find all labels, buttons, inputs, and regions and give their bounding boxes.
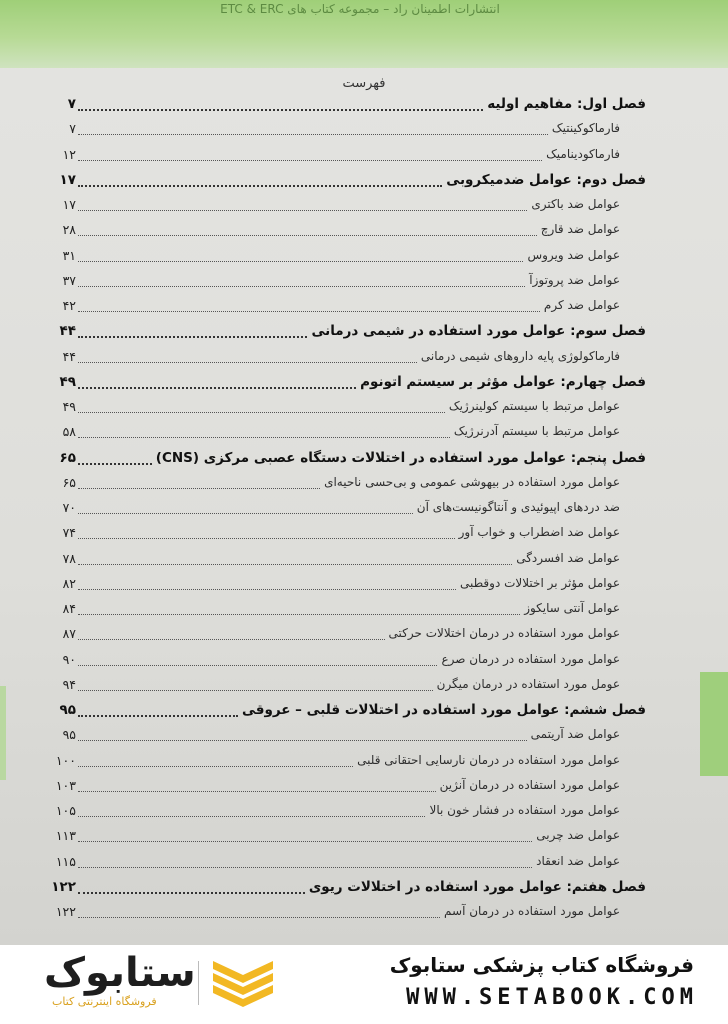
chapter-title: فصل چهارم: عوامل مؤثر بر سیستم اتونوم — [360, 373, 646, 390]
dot-leader — [78, 286, 525, 287]
toc-section-row — [0, 727, 728, 749]
section-title: عوامل مورد استفاده در درمان صرع — [441, 651, 620, 666]
page-number: ۴۹ — [59, 373, 76, 390]
store-url[interactable]: WWW.SETABOOK.COM — [406, 985, 698, 1010]
logo-wordmark: ستابوک — [44, 950, 196, 996]
page-number: ۷۸ — [62, 550, 76, 566]
section-title: عوامل آنتی سایکوز — [524, 601, 620, 615]
toc-section-row — [0, 248, 728, 270]
section-title: عوامل ضد قارچ — [540, 222, 620, 237]
page-number: ۹۵ — [62, 727, 76, 743]
chapter-title: فصل هفتم: عوامل مورد استفاده در اختلالات ریوی — [308, 878, 646, 895]
toc-chapter-row — [0, 879, 728, 901]
dot-leader — [78, 589, 456, 590]
toc-section-row — [0, 828, 728, 850]
page-number: ۱۲۲ — [51, 878, 76, 895]
page-number: ۳۱ — [62, 247, 76, 263]
toc-section-row — [0, 677, 728, 699]
page-number: ۴۴ — [62, 348, 76, 364]
section-title: فارماکولوژی پایه داروهای شیمی درمانی — [420, 348, 620, 363]
dot-leader — [78, 488, 320, 489]
section-title: فارماکوکینتیک — [551, 121, 620, 136]
chapter-title: فصل ششم: عوامل مورد استفاده در اختلالات قلبی – عروقی — [241, 702, 646, 718]
dot-leader — [78, 235, 537, 236]
toc-section-row — [0, 475, 728, 497]
dot-leader — [78, 538, 455, 539]
page-number: ۴۹ — [62, 399, 76, 414]
page-number: ۱۰۵ — [55, 803, 76, 818]
page-number: ۸۴ — [62, 601, 76, 616]
page-number: ۱۱۵ — [55, 853, 76, 869]
store-name: فروشگاه کتاب پزشکی ستابوک — [389, 953, 694, 977]
page-number: ۷ — [69, 121, 76, 137]
dot-leader — [78, 740, 527, 741]
dot-leader — [78, 766, 353, 767]
toc-section-row — [0, 273, 728, 295]
page-number: ۱۲۲ — [55, 904, 76, 919]
dot-leader — [78, 841, 532, 842]
dot-leader — [78, 690, 433, 691]
dot-leader — [78, 665, 437, 666]
page-number: ۴۴ — [59, 323, 76, 340]
dot-leader — [78, 917, 440, 918]
page-number: ۸۲ — [62, 575, 76, 591]
logo-tagline: فروشگاه اینترنتی کتاب — [52, 995, 157, 1008]
page-number: ۹۴ — [62, 676, 76, 692]
dot-leader — [78, 160, 542, 161]
toc-section-row — [0, 601, 728, 623]
section-title: عوامل مرتبط با سیستم کولینرژیک — [448, 399, 620, 413]
section-title: عوامل ضد افسردگی — [516, 550, 620, 565]
page-number: ۱۱۳ — [55, 828, 76, 844]
dot-leader — [78, 311, 540, 312]
dot-leader — [78, 867, 532, 868]
section-title: عوامل مورد استفاده در بیهوشی عمومی و بی‌حسی ناحیه‌ای — [324, 474, 620, 489]
page-number: ۷۴ — [62, 525, 76, 541]
dot-leader — [78, 639, 385, 640]
dot-leader — [78, 109, 483, 111]
toc-section-row — [0, 576, 728, 598]
chapter-title: فصل اول: مفاهیم اولیه — [487, 96, 646, 112]
page-number: ۶۵ — [62, 474, 76, 490]
section-title: عوامل مورد استفاده در درمان اختلالات حرکتی — [388, 626, 620, 641]
page-number: ۱۷ — [62, 197, 76, 212]
page-number: ۱۰۰ — [55, 752, 76, 768]
dot-leader — [78, 336, 307, 338]
toc-section-row — [0, 753, 728, 775]
section-title: عوامل ضد پروتوزآ — [529, 272, 620, 287]
page-number: ۷ — [67, 96, 76, 112]
section-title: فارماکودینامیک — [546, 146, 620, 161]
toc-section-row — [0, 197, 728, 219]
page-number: ۱۷ — [59, 171, 76, 188]
toc-section-row — [0, 854, 728, 876]
toc-section-row — [0, 424, 728, 446]
section-title: عوامل مرتبط با سیستم آدرنرژیک — [453, 424, 620, 439]
toc-section-row — [0, 626, 728, 648]
section-title: عوامل ضد چربی — [536, 828, 620, 843]
section-title: عوامل ضد اضطراب و خواب آور — [458, 525, 620, 540]
toc-section-row — [0, 349, 728, 371]
dot-leader — [78, 261, 523, 262]
page-number: ۴۲ — [62, 298, 76, 313]
toc-section-row — [0, 803, 728, 825]
toc-chapter-row — [0, 374, 728, 396]
page-number: ۵۸ — [62, 424, 76, 440]
chapter-title: فصل دوم: عوامل ضدمیکروبی — [446, 171, 646, 188]
dot-leader — [78, 437, 450, 438]
toc-section-row — [0, 121, 728, 143]
dot-leader — [78, 185, 442, 187]
dot-leader — [78, 362, 417, 363]
section-title: عوامل ضد ویروس — [527, 247, 620, 262]
page-number: ۹۰ — [62, 651, 76, 667]
toc-section-row — [0, 147, 728, 169]
dot-leader — [78, 892, 305, 894]
toc-chapter-row — [0, 172, 728, 194]
page-number: ۸۷ — [62, 626, 76, 642]
page-number: ۳۷ — [62, 272, 76, 288]
dot-leader — [78, 715, 238, 717]
dot-leader — [78, 513, 413, 514]
section-title: عوامل مورد استفاده در درمان آسم — [444, 904, 620, 918]
toc-chapter-row — [0, 323, 728, 345]
dot-leader — [78, 134, 548, 135]
store-footer — [0, 945, 728, 1024]
chapter-title: فصل پنجم: عوامل مورد استفاده در اختلالات دستگاه عصبی مرکزی (CNS) — [155, 449, 646, 466]
toc-section-row — [0, 652, 728, 674]
dot-leader — [78, 791, 436, 792]
page-number: ۲۸ — [62, 222, 76, 238]
section-title: عومل مورد استفاده در درمان میگرن — [436, 676, 620, 691]
toc-section-row — [0, 904, 728, 926]
section-title: عوامل ضد کرم — [543, 298, 620, 312]
section-title: عوامل مورد استفاده در درمان نارسایی احتقانی قلبی — [357, 752, 620, 767]
chapter-title: فصل سوم: عوامل مورد استفاده در شیمی درمانی — [311, 323, 646, 340]
page-number: ۱۲ — [62, 146, 76, 162]
dot-leader — [78, 210, 527, 211]
toc-chapter-row — [0, 450, 728, 472]
section-title: عوامل ضد باکتری — [531, 197, 620, 211]
toc-section-row — [0, 298, 728, 320]
toc-section-row — [0, 778, 728, 800]
section-title: عوامل مورد استفاده در فشار خون بالا — [429, 803, 620, 817]
running-header: انتشارات اطمینان راد – مجموعه کتاب های ETC & ERC — [220, 2, 500, 16]
toc-section-row — [0, 222, 728, 244]
toc-section-row — [0, 399, 728, 421]
stacked-chevrons-icon — [208, 959, 278, 1009]
toc-section-row — [0, 551, 728, 573]
section-title: عوامل ضد آریتمی — [530, 727, 620, 742]
dot-leader — [78, 463, 152, 465]
page-number: ۱۰۳ — [55, 777, 76, 793]
toc-section-row — [0, 525, 728, 547]
dot-leader — [78, 412, 445, 413]
page-number: ۶۵ — [59, 449, 76, 466]
logo-divider — [198, 961, 199, 1005]
dot-leader — [78, 614, 520, 615]
section-title: عوامل مورد استفاده در درمان آنژین — [439, 777, 620, 792]
dot-leader — [78, 816, 425, 817]
section-title: عوامل مؤثر بر اختلالات دوقطبی — [459, 575, 620, 590]
page-number: ۷۰ — [62, 500, 76, 515]
section-title: ضد دردهای اپیوئیدی و آنتاگونیست‌های آن — [416, 500, 620, 514]
section-title: عوامل ضد انعقاد — [536, 853, 620, 868]
dot-leader — [78, 564, 512, 565]
toc-title: فهرست — [342, 76, 386, 91]
toc-chapter-row — [0, 702, 728, 724]
toc-chapter-row — [0, 96, 728, 118]
toc-section-row — [0, 500, 728, 522]
page-number: ۹۵ — [59, 702, 76, 718]
dot-leader — [78, 387, 356, 389]
